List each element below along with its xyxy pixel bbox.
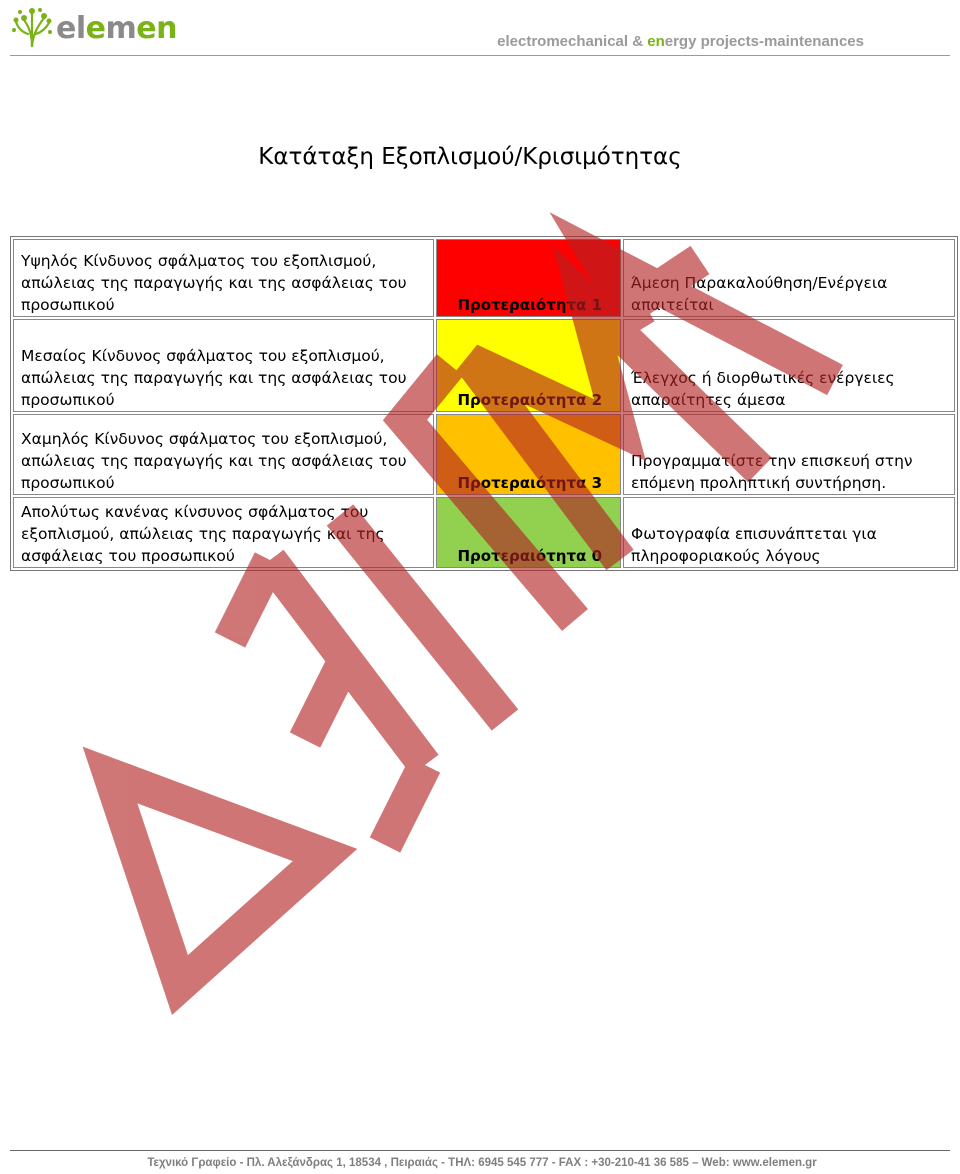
page-header bbox=[0, 0, 960, 60]
table-row bbox=[13, 319, 955, 412]
action-text: Έλεγχος ή διορθωτικές ενέργειες απαραίτητες άμεσα bbox=[631, 369, 895, 409]
action-text: Προγραμματίστε την επισκευή στην επόμενη προληπτική συντήρηση. bbox=[631, 452, 913, 492]
required-action bbox=[623, 497, 955, 568]
table-row bbox=[13, 414, 955, 495]
page-title: Κατάταξη Εξοπλισμού/Κρισιμότητας bbox=[258, 144, 682, 170]
required-action bbox=[623, 239, 955, 317]
table-row bbox=[13, 239, 955, 317]
criticality-table bbox=[10, 236, 958, 571]
priority-cell: Προτεραιότητα 2 bbox=[436, 319, 621, 412]
risk-description: Χαμηλός Κίνδυνος σφάλματος του εξοπλισμού, απώλειας της παραγωγής και της ασφάλειας του προσωπικού bbox=[13, 414, 434, 495]
page-footer: Τεχνικό Γραφείο - Πλ. Αλεξάνδρας 1, 18534 , Πειραιάς - ΤΗΛ: 6945 545 777 - FAX : +30-210-41 36 585 – Web: www.elemen.gr bbox=[147, 1157, 817, 1169]
company-logo bbox=[10, 4, 177, 52]
action-text: Φωτογραφία επισυνάπτεται για πληροφοριακούς λόγους bbox=[631, 525, 877, 565]
priority-cell: Προτεραιότητα 1 bbox=[436, 239, 621, 317]
leaf-logo-icon bbox=[10, 6, 54, 50]
required-action bbox=[623, 414, 955, 495]
logo-wordmark: elemen bbox=[56, 10, 177, 46]
priority-cell: Προτεραιότητα 3 bbox=[436, 414, 621, 495]
header-divider bbox=[10, 55, 950, 56]
priority-cell: Προτεραιότητα 0 bbox=[436, 497, 621, 568]
risk-description: Απολύτως κανένας κίνσυνος σφάλματος του εξοπλισμού, απώλειας της παραγωγής και της ασφάλειας του προσωπικού bbox=[13, 497, 434, 568]
required-action bbox=[623, 319, 955, 412]
table-row bbox=[13, 497, 955, 568]
footer-divider bbox=[10, 1150, 950, 1151]
risk-description: Μεσαίος Κίνδυνος σφάλματος του εξοπλισμού, απώλειας της παραγωγής και της ασφάλειας του προσωπικού bbox=[13, 319, 434, 412]
header-tagline: electromechanical & energy projects-maintenances bbox=[497, 33, 864, 50]
risk-description: Υψηλός Κίνδυνος σφάλματος του εξοπλισμού, απώλειας της παραγωγής και της ασφάλειας του προσωπικού bbox=[13, 239, 434, 317]
action-text: Άμεση Παρακαλούθηση/Ενέργεια απαιτείται bbox=[631, 274, 888, 314]
